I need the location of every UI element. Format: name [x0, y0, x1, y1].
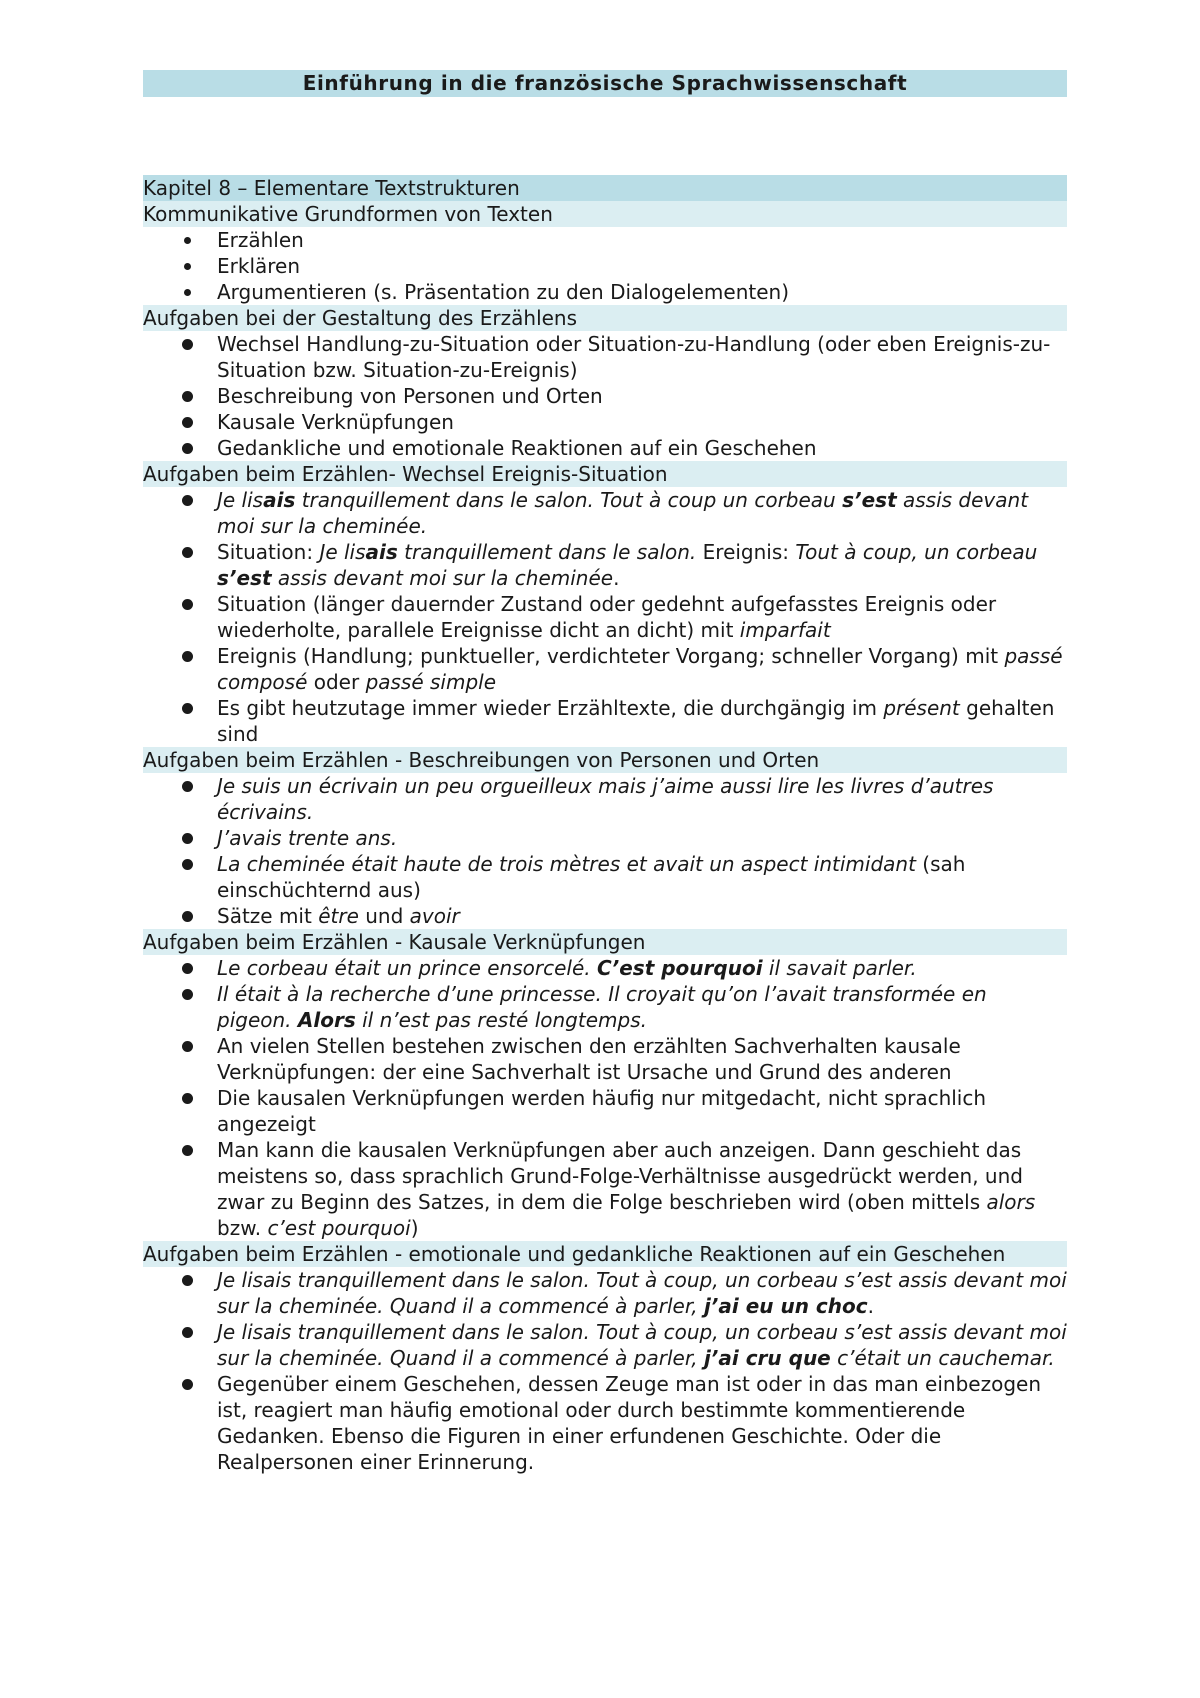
list-item: Wechsel Handlung-zu-Situation oder Situation-zu-Handlung (oder eben Ereignis-zu-Situation bzw. Situation-zu-Ereignis)	[143, 331, 1067, 383]
list-item: Je suis un écrivain un peu orgueilleux mais j’aime aussi lire les livres d’autres écrivains.	[143, 773, 1067, 825]
list-item	[143, 1319, 1067, 1371]
list-item	[143, 487, 1067, 539]
document-title: Einführung in die französische Sprachwissenschaft	[143, 70, 1067, 97]
list-item: An vielen Stellen bestehen zwischen den erzählten Sachverhalten kausale Verknüpfungen: der eine Sachverhalt ist Ursache und Grund des anderen	[143, 1033, 1067, 1085]
list-item	[143, 695, 1067, 747]
text-run: j’ai eu un choc	[703, 1294, 868, 1318]
list-item	[143, 591, 1067, 643]
text-run: )	[410, 1216, 419, 1240]
text-run: bzw.	[217, 1216, 268, 1240]
list-item: J’avais trente ans.	[143, 825, 1067, 851]
text-run: C’est pourquoi	[596, 956, 763, 980]
text-run: Es gibt heutzutage immer wieder Erzähltexte, die durchgängig im	[217, 696, 884, 720]
text-run: .	[867, 1294, 874, 1318]
text-run: oder	[307, 670, 366, 694]
text-run: Sätze mit	[217, 904, 319, 928]
text-run: il n’est pas resté longtemps.	[355, 1008, 647, 1032]
section-heading-grundformen: Kommunikative Grundformen von Texten	[143, 201, 1067, 227]
text-run: Je lisais tranquillement dans le salon. Tout à coup, un corbeau s’est assis devant moi sur la cheminée. Quand il a commencé à parler,	[217, 1268, 1067, 1318]
list-item	[143, 643, 1067, 695]
text-run: Situation:	[217, 540, 320, 564]
text-run: passé composé	[217, 644, 1063, 694]
list-item	[143, 1137, 1067, 1241]
text-run: Ereignis:	[696, 540, 796, 564]
list-item	[143, 981, 1067, 1033]
grundformen-list	[143, 227, 1067, 305]
text-run: Il était à la recherche d’une princesse. Il croyait qu’on l’avait transformée en pigeon.	[217, 982, 987, 1032]
text-run: assis	[896, 488, 953, 512]
text-run: imparfait	[739, 618, 831, 642]
list-item: Erklären	[143, 253, 1067, 279]
text-run: Situation (länger dauernder Zustand oder gedehnt aufgefasstes Ereignis oder wiederholte, parallele Ereignisse dicht an dicht) mit	[217, 592, 997, 642]
text-run: tranquillement dans le salon. Tout à coup un corbeau	[295, 488, 843, 512]
text-run: s’est	[217, 566, 272, 590]
list-item: Gegenüber einem Geschehen, dessen Zeuge man ist oder in das man einbezogen ist, reagiert man häufig emotional oder durch bestimmte kommentierende Gedanken. Ebenso die Figuren in einer erfundenen Geschichte. Oder die Realpersonen einer Erinnerung.	[143, 1371, 1067, 1475]
text-run: Je lis	[319, 540, 366, 564]
list-item: Beschreibung von Personen und Orten	[143, 383, 1067, 409]
text-run: Alors	[297, 1008, 356, 1032]
text-run: Je lisais tranquillement dans le salon. Tout à coup, un corbeau s’est assis devant moi sur la cheminée. Quand il a commencé à parler,	[217, 1320, 1067, 1370]
text-run: passé simple	[365, 670, 497, 694]
wechsel-list	[143, 487, 1067, 747]
text-run: devant moi sur la cheminée.	[217, 488, 1029, 538]
text-run: Je lis	[217, 488, 264, 512]
list-item: Gedankliche und emotionale Reaktionen auf ein Geschehen	[143, 435, 1067, 461]
text-run: ais	[365, 540, 398, 564]
list-item	[143, 955, 1067, 981]
text-run: La cheminée était haute de trois mètres et avait un aspect intimidant	[217, 852, 916, 876]
section-heading-kausal: Aufgaben beim Erzählen - Kausale Verknüpfungen	[143, 929, 1067, 955]
text-run: j’ai cru que	[703, 1346, 831, 1370]
list-item: Argumentieren (s. Präsentation zu den Dialogelementen)	[143, 279, 1067, 305]
text-run: c’est pourquoi	[267, 1216, 411, 1240]
list-item: Die kausalen Verknüpfungen werden häufig nur mitgedacht, nicht sprachlich angezeigt	[143, 1085, 1067, 1137]
gestaltung-list	[143, 331, 1067, 461]
text-run: gehalten sind	[217, 696, 1055, 746]
text-run: .	[613, 566, 620, 590]
title-spacer	[143, 97, 1067, 175]
list-item	[143, 1267, 1067, 1319]
text-run: avoir	[409, 904, 460, 928]
section-heading-wechsel: Aufgaben beim Erzählen- Wechsel Ereignis-Situation	[143, 461, 1067, 487]
reaktionen-list	[143, 1267, 1067, 1475]
beschreibungen-list	[143, 773, 1067, 929]
text-run: il savait parler.	[762, 956, 917, 980]
text-run: ais	[263, 488, 296, 512]
text-run: Le corbeau était un prince ensorcelé.	[217, 956, 597, 980]
text-run: und	[358, 904, 410, 928]
text-run: être	[318, 904, 359, 928]
section-heading-beschreibungen: Aufgaben beim Erzählen - Beschreibungen von Personen und Orten	[143, 747, 1067, 773]
kausal-list	[143, 955, 1067, 1241]
text-run: assis	[271, 566, 327, 590]
text-run: s’est	[842, 488, 897, 512]
text-run: c’était un cauchemar.	[830, 1346, 1055, 1370]
text-run: alors	[986, 1190, 1036, 1214]
section-heading-reaktionen: Aufgaben beim Erzählen - emotionale und gedankliche Reaktionen auf ein Geschehen	[143, 1241, 1067, 1267]
text-run: Man kann die kausalen Verknüpfungen aber auch anzeigen. Dann geschieht das meistens so, dass sprachlich Grund-Folge-Verhältnisse ausgedrückt werden, und zwar zu Beginn des Satzes, in dem die Folge beschrieben wird (oben mittels	[217, 1138, 1023, 1214]
text-run: Tout à coup, un corbeau	[795, 540, 1038, 564]
list-item	[143, 903, 1067, 929]
list-item: Kausale Verknüpfungen	[143, 409, 1067, 435]
list-item	[143, 539, 1067, 591]
text-run: présent	[883, 696, 960, 720]
chapter-heading: Kapitel 8 – Elementare Textstrukturen	[143, 175, 1067, 201]
text-run: (sah einschüchternd aus)	[217, 852, 966, 902]
text-run: Ereignis (Handlung; punktueller, verdichteter Vorgang; schneller Vorgang) mit	[217, 644, 1005, 668]
list-item: Erzählen	[143, 227, 1067, 253]
text-run: devant moi sur la cheminée	[326, 566, 614, 590]
list-item	[143, 851, 1067, 903]
text-run: tranquillement dans le salon.	[397, 540, 697, 564]
document-page	[143, 70, 1067, 1475]
section-heading-gestaltung: Aufgaben bei der Gestaltung des Erzählens	[143, 305, 1067, 331]
